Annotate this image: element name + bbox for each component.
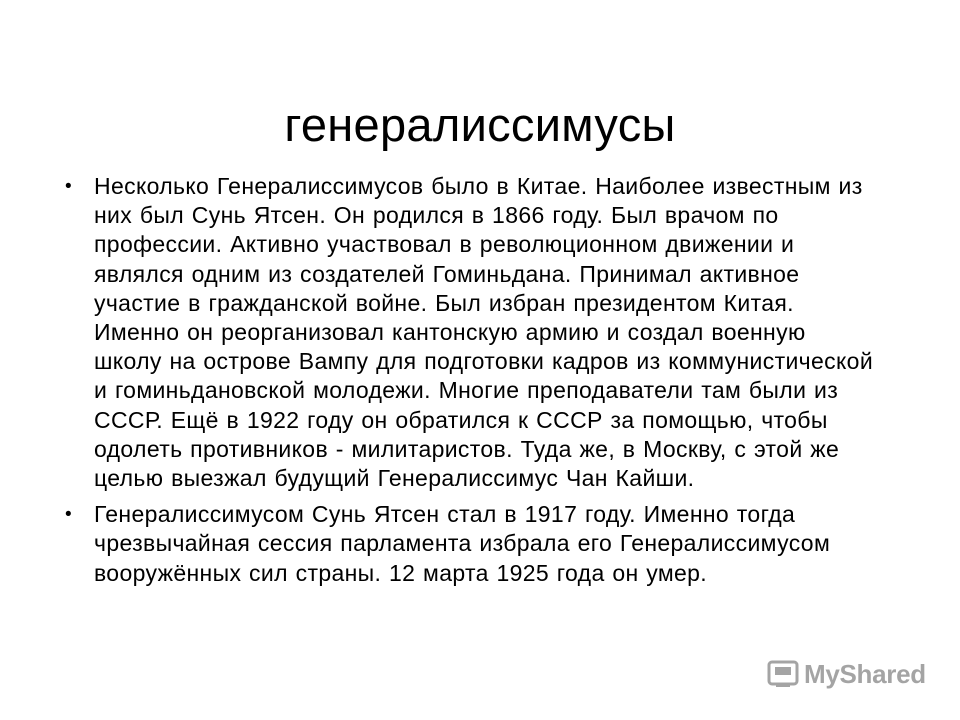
watermark-text: MyShared (804, 659, 926, 689)
bullet-list (65, 172, 874, 595)
bullet-item (65, 500, 874, 588)
bullet-item (65, 172, 874, 493)
bullet-marker: • (65, 504, 73, 526)
myshared-logo-icon (766, 659, 800, 689)
bullet-marker: • (65, 176, 73, 197)
bullet-text: Генералиссимусом Сунь Ятсен стал в 1917 году. Именно тогда чрезвычайная сессия парламента избрала его Генералиссимусом вооружённых сил страны. 12 марта 1925 года он умер. (94, 501, 831, 586)
bullet-text: Несколько Генералиссимусов было в Китае. Наиболее известным из них был Сунь Ятсен. Он родился в 1866 году. Был врачом по профессии. Активно участвовал в революционном движении и являлся одним из создателей Гоминьдана. Принимал активное участие в гражданской войне. Был избран президентом Китая. Именно он реорганизовал кантонскую армию и создал военную школу на острове Вампу для подготовки кадров из коммунистической и гоминьдановской молодежи. Многие преподаватели там были из СССР. Ещё в 1922 году он обратился к СССР за помощью, чтобы одолеть противников - милитаристов. Туда же, в Москву, с этой же целью выезжал будущий Генералиссимус Чан Кайши. (94, 173, 874, 492)
watermark (766, 658, 926, 690)
slide-title: генералиссимусы (284, 98, 676, 152)
